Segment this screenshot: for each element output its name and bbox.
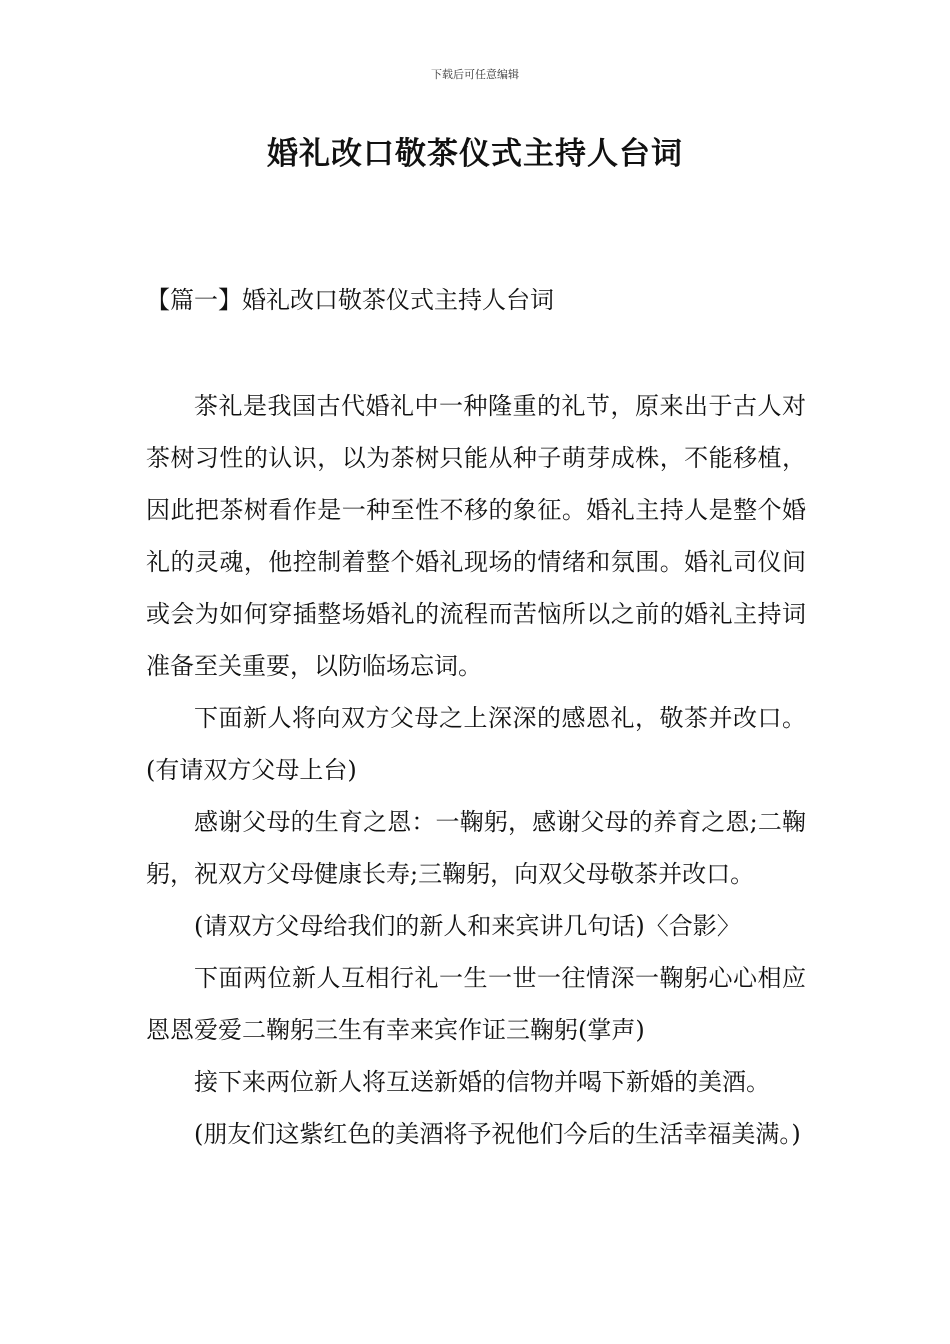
paragraph-tea-to-parents: 下面新人将向双方父母之上深深的感恩礼，敬茶并改口。(有请双方父母上台) <box>146 704 806 784</box>
header-note: 下载后可任意编辑 <box>431 68 519 81</box>
paragraph-intro: 茶礼是我国古代婚礼中一种隆重的礼节，原来出于古人对茶树习性的认识，以为茶树只能从种子萌芽成株，不能移植，因此把茶树看作是一种至性不移的象征。婚礼主持人是整个婚礼的灵魂，他控制着整个婚礼现场的情绪和氛围。婚礼司仪间或会为如何穿插整场婚礼的流程而苦恼所以之前的婚礼主持词准备至关重要，以防临场忘词。 <box>146 392 806 680</box>
paragraph-couple-bows: 下面两位新人互相行礼一生一世一往情深一鞠躬心心相应恩恩爱爱二鞠躬三生有幸来宾作证三鞠躬(掌声) <box>146 964 806 1044</box>
paragraph-parents-speech: (请双方父母给我们的新人和来宾讲几句话)〈合影〉 <box>194 912 741 940</box>
paragraph-exchange-tokens: 接下来两位新人将互送新婚的信物并喝下新婚的美酒。 <box>194 1068 770 1096</box>
document-title: 婚礼改口敬茶仪式主持人台词 <box>267 136 683 172</box>
paragraph-wine-blessing: (朋友们这紫红色的美酒将予祝他们今后的生活幸福美满。) <box>194 1120 801 1148</box>
section-heading: 【篇一】婚礼改口敬茶仪式主持人台词 <box>146 286 554 314</box>
paragraph-bows-to-parents: 感谢父母的生育之恩：一鞠躬，感谢父母的养育之恩;二鞠躬，祝双方父母健康长寿;三鞠躬，向双父母敬茶并改口。 <box>146 808 806 888</box>
document-body <box>146 380 806 1160</box>
